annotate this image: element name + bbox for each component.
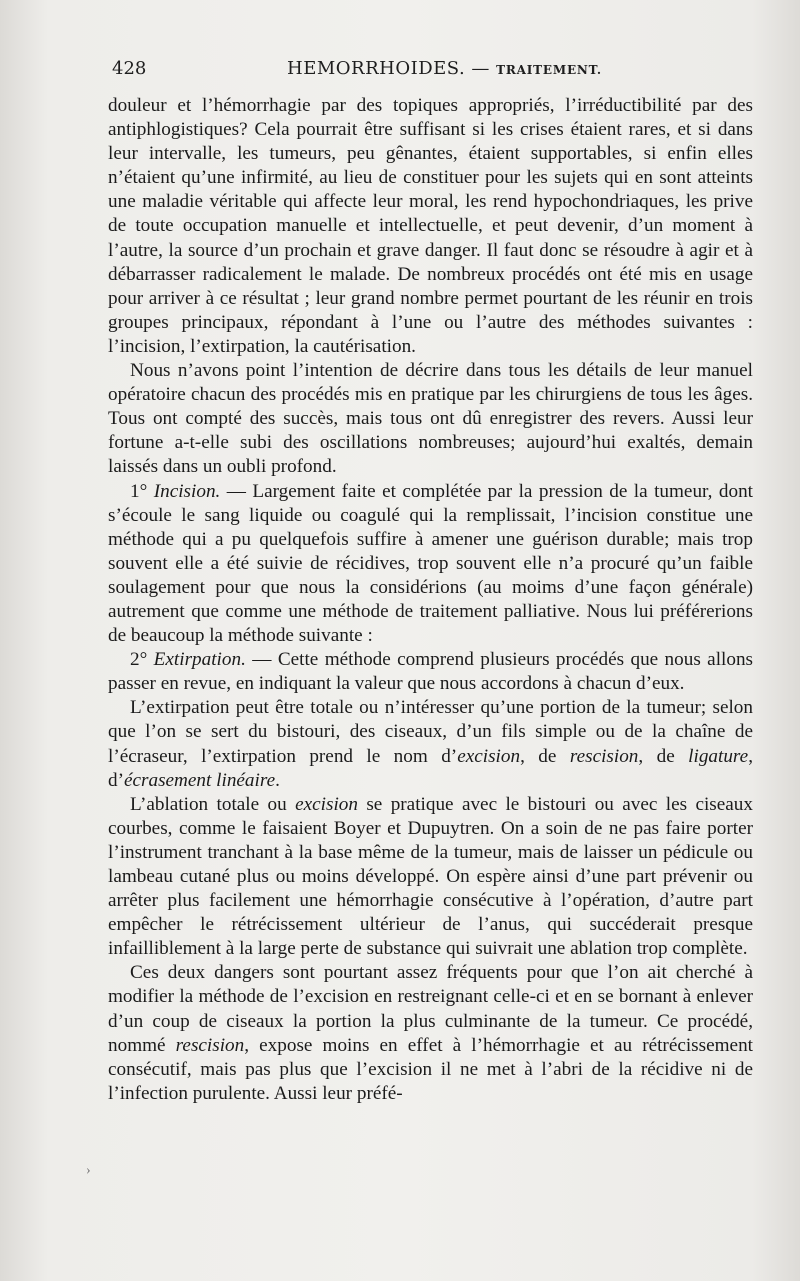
p5-rescision: rescision [569, 745, 639, 767]
extirpation-heading: Extirpation. [153, 649, 246, 671]
p5-ecrasement: écrasement linéaire [123, 769, 276, 791]
p6-text2: se pratique avec le bistouri ou avec les ciseaux courbes, comme le faisaient Boyer et Dupuytren. On a soin de ne pas faire porter l’instrument tranchant à la base même de la tumeur, mais de laisser un pédicule ou lambeau cutané plus ou moins développé. On espère ainsi d’une part prévenir ou arrêter plus facilement une hémorrhagie consécutive à l’opération, d’autre part empêcher le rétrécissement ultérieur de l’anus, qui succéderait presque infailliblement à la large perte de substance qui suivrait une ablation trop complète. [108, 793, 753, 960]
incision-heading: Incision. [153, 480, 221, 502]
p5-text: L’extirpation peut être totale ou n’intéresser qu’une portion de la tumeur; selon que l’on se sert du bistouri, des ciseaux, d’un fils simple ou de la chaîne de l’écraseur, l’extirpation prend le nom d’ [108, 697, 753, 767]
body-text [108, 94, 753, 1106]
running-title-main: HEMORRHOIDES. [287, 58, 466, 79]
paragraph-7 [108, 961, 753, 1106]
p5-sep3: , d’ [108, 745, 753, 791]
paragraph-incision [108, 480, 753, 649]
p7-text1: Ces deux dangers sont pourtant assez fréquents pour que l’on ait cherché à modifier la méthode de l’excision en restreignant celle-ci et en se bornant à enlever d’un coup de ciseaux la portion la plus culminante de la tumeur. Ce procédé, nommé [108, 962, 753, 1056]
page-header [112, 58, 757, 86]
p6-text1: L’ablation totale ou [130, 793, 287, 815]
p5-excision: excision [457, 745, 521, 767]
paragraph-5 [108, 696, 753, 792]
p5-end: . [275, 769, 280, 791]
p6-excision: excision [295, 793, 358, 815]
paragraph-6 [108, 793, 753, 962]
extirpation-text: — Cette méthode comprend plusieurs procédés que nous allons passer en revue, en indiquant la valeur que nous accordons à chacun d’eux. [108, 649, 754, 695]
running-title-sub: TRAITEMENT. [496, 63, 602, 77]
incision-text: — Largement faite et complétée par la pression de la tumeur, dont s’écoule le sang liquide ou coagulé qui la remplissait, l’incision constitue une méthode qui a pu quelquefois suffire à amener une guérison durable; mais trop souvent elle a été suivie de récidives, trop souvent elle n’a procuré qu’un faible soulagement pour que nous la considérions (au moims d’une façon générale) autrement que comme une méthode de traitement palliative. Nous lui préférerions de beaucoup la méthode suivante : [108, 480, 753, 647]
running-title-dash: — [471, 58, 490, 79]
p5-sep2: , de [638, 745, 675, 767]
paragraph-extirpation [108, 648, 753, 696]
p5-sep1: , de [520, 745, 557, 767]
p7-rescision: rescision [175, 1034, 245, 1056]
running-title [287, 58, 602, 79]
paragraph-2: Nous n’avons point l’intention de décrire dans tous les détails de leur manuel opératoire chacun des procédés mis en pratique par les chirurgiens de tous les âges. Tous ont compté des succès, mais tous ont dû enregistrer des revers. Aussi leur fortune a-t-elle subi des oscillations nombreuses; aujourd’hui exaltés, demain laissés dans un oubli profond. [108, 360, 753, 478]
p7-text2: , expose moins en effet à l’hémorrhagie et au rétrécissement consécutif, mais pas plus que l’excision il ne met à l’abri de la récidive ni de l’infection purulente. Aussi leur préfé- [108, 1034, 754, 1104]
paragraph-1: douleur et l’hémorrhagie par des topiques appropriés, l’irréductibilité par des antiphlogistiques? Cela pourrait être suffisant si les crises étaient rares, et si dans leur intervalle, les tumeurs, peu gênantes, étaient supportables, si enfin elles n’étaient qu’une infirmité, au lieu de constituer pour les sujets qui en sont atteints une maladie véritable qui affecte leur moral, les rend hypochondriaques, les prive de toute occupation manuelle et intellectuelle, et peut devenir, d’un moment à l’autre, la source d’un prochain et grave danger. Il faut donc se résoudre à agir et à débarrasser radicalement le malade. De nombreux procédés ont été mis en usage pour arriver à ce résultat ; leur grand nombre permet pourtant de les réunir en trois groupes principaux, répondant à l’une ou l’autre des méthodes suivantes : l’incision, l’extirpation, la cautérisation. [108, 95, 753, 357]
page-number: 428 [112, 58, 147, 79]
p5-ligature: ligature [688, 745, 749, 767]
incision-number: 1° [130, 480, 148, 502]
margin-mark: › [86, 1163, 91, 1178]
extirpation-number: 2° [130, 649, 148, 671]
